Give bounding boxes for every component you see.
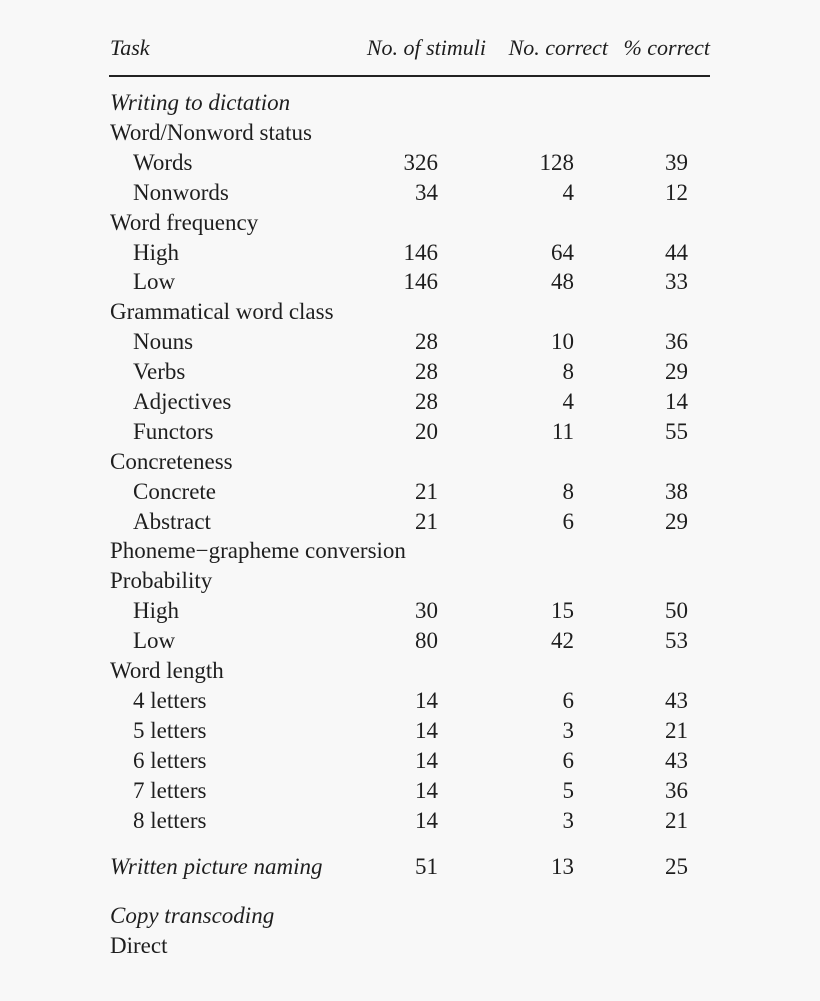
- table-row: [0, 327, 820, 357]
- cell-no-correct: 15: [551, 598, 574, 623]
- cell-no-of-stimuli: 14: [415, 748, 438, 773]
- table-row: [0, 596, 820, 626]
- cell-percent-correct: 29: [665, 509, 688, 534]
- table-row: [0, 566, 820, 596]
- cell-no-of-stimuli: 28: [415, 389, 438, 414]
- row-label: Abstract: [133, 509, 211, 534]
- header-task: Task: [110, 35, 150, 60]
- row-label: Adjectives: [133, 389, 232, 414]
- table-row: [0, 148, 820, 178]
- cell-no-correct: 5: [562, 778, 574, 803]
- cell-no-correct: 13: [551, 854, 574, 879]
- row-label: High: [133, 598, 179, 623]
- cell-percent-correct: 55: [665, 419, 688, 444]
- cell-percent-correct: 50: [665, 598, 688, 623]
- cell-no-correct: 11: [551, 419, 574, 444]
- cell-percent-correct: 44: [665, 240, 688, 265]
- table-row: [0, 387, 820, 417]
- table-row: [0, 901, 820, 931]
- table-row: [0, 656, 820, 686]
- row-label: Nonwords: [133, 180, 229, 205]
- table-row: [0, 297, 820, 327]
- cell-no-correct: 42: [551, 628, 574, 653]
- cell-percent-correct: 29: [665, 359, 688, 384]
- cell-no-of-stimuli: 146: [403, 269, 438, 294]
- section-label: Phoneme−grapheme conversion: [110, 538, 406, 563]
- cell-no-of-stimuli: 146: [403, 240, 438, 265]
- cell-no-correct: 4: [562, 389, 574, 414]
- row-label: Low: [133, 628, 176, 653]
- row-label: Concrete: [133, 479, 217, 504]
- row-label: Low: [133, 269, 176, 294]
- row-label: Verbs: [133, 359, 186, 384]
- header-percent-correct: % correct: [623, 35, 710, 60]
- section-label: Written picture naming: [110, 854, 323, 879]
- table-row: [0, 686, 820, 716]
- section-label: Word/Nonword status: [110, 120, 312, 145]
- table-row: [0, 88, 820, 118]
- table-row: [0, 447, 820, 477]
- row-label: Words: [133, 150, 193, 175]
- section-label: Word frequency: [110, 210, 259, 235]
- table-row: [0, 626, 820, 656]
- section-label: Copy transcoding: [110, 903, 275, 928]
- cell-percent-correct: 36: [665, 778, 688, 803]
- table-row: [0, 852, 820, 882]
- header-no-of-stimuli: No. of stimuli: [366, 35, 486, 60]
- header-rule: [109, 75, 710, 77]
- cell-no-correct: 48: [551, 269, 574, 294]
- cell-no-correct: 10: [551, 329, 574, 354]
- section-label: Writing to dictation: [110, 90, 291, 115]
- cell-no-of-stimuli: 28: [415, 359, 438, 384]
- cell-no-of-stimuli: 21: [415, 479, 438, 504]
- cell-no-of-stimuli: 14: [415, 688, 438, 713]
- row-label: 5 letters: [133, 718, 207, 743]
- row-label: Functors: [133, 419, 214, 444]
- cell-percent-correct: 14: [665, 389, 688, 414]
- cell-percent-correct: 33: [665, 269, 688, 294]
- cell-no-of-stimuli: 326: [403, 150, 438, 175]
- section-label: Probability: [110, 568, 213, 593]
- cell-no-correct: 64: [551, 240, 574, 265]
- cell-percent-correct: 12: [665, 180, 688, 205]
- cell-no-of-stimuli: 14: [415, 778, 438, 803]
- table-row: [0, 776, 820, 806]
- table-row: [0, 267, 820, 297]
- cell-percent-correct: 21: [665, 718, 688, 743]
- row-label: 4 letters: [133, 688, 207, 713]
- cell-no-correct: 8: [562, 479, 574, 504]
- cell-no-correct: 6: [562, 688, 574, 713]
- table-row: [0, 238, 820, 268]
- cell-no-of-stimuli: 20: [415, 419, 438, 444]
- section-label: Word length: [110, 658, 224, 683]
- cell-no-of-stimuli: 21: [415, 509, 438, 534]
- cell-no-correct: 6: [562, 748, 574, 773]
- table-row: [0, 806, 820, 836]
- cell-no-of-stimuli: 28: [415, 329, 438, 354]
- cell-no-correct: 3: [562, 718, 574, 743]
- section-label: Grammatical word class: [110, 299, 334, 324]
- cell-no-correct: 3: [562, 808, 574, 833]
- section-label: Concreteness: [110, 449, 233, 474]
- cell-percent-correct: 43: [665, 688, 688, 713]
- table-row: [0, 477, 820, 507]
- table-row: [0, 746, 820, 776]
- row-label: Nouns: [133, 329, 194, 354]
- cell-percent-correct: 39: [665, 150, 688, 175]
- row-label: 7 letters: [133, 778, 207, 803]
- table-row: [0, 931, 820, 961]
- cell-no-correct: 128: [539, 150, 574, 175]
- cell-no-of-stimuli: 80: [415, 628, 438, 653]
- cell-no-of-stimuli: 14: [415, 808, 438, 833]
- cell-no-of-stimuli: 14: [415, 718, 438, 743]
- table-row: [0, 208, 820, 238]
- cell-no-of-stimuli: 30: [415, 598, 438, 623]
- cell-no-correct: 8: [562, 359, 574, 384]
- table-row: [0, 716, 820, 746]
- cell-percent-correct: 25: [665, 854, 688, 879]
- cell-percent-correct: 43: [665, 748, 688, 773]
- cell-no-of-stimuli: 51: [415, 854, 438, 879]
- cell-percent-correct: 53: [665, 628, 688, 653]
- table-row: [0, 357, 820, 387]
- table-row: [0, 536, 820, 566]
- cell-percent-correct: 21: [665, 808, 688, 833]
- table-row: [0, 507, 820, 537]
- row-label: 8 letters: [133, 808, 207, 833]
- table-row: [0, 118, 820, 148]
- cell-no-correct: 4: [562, 180, 574, 205]
- row-label: High: [133, 240, 179, 265]
- table-row: [0, 417, 820, 447]
- section-label: Direct: [110, 933, 168, 958]
- cell-no-correct: 6: [562, 509, 574, 534]
- header-no-correct: No. correct: [508, 35, 608, 60]
- cell-percent-correct: 36: [665, 329, 688, 354]
- cell-no-of-stimuli: 34: [415, 180, 438, 205]
- row-label: 6 letters: [133, 748, 207, 773]
- cell-percent-correct: 38: [665, 479, 688, 504]
- table-row: [0, 178, 820, 208]
